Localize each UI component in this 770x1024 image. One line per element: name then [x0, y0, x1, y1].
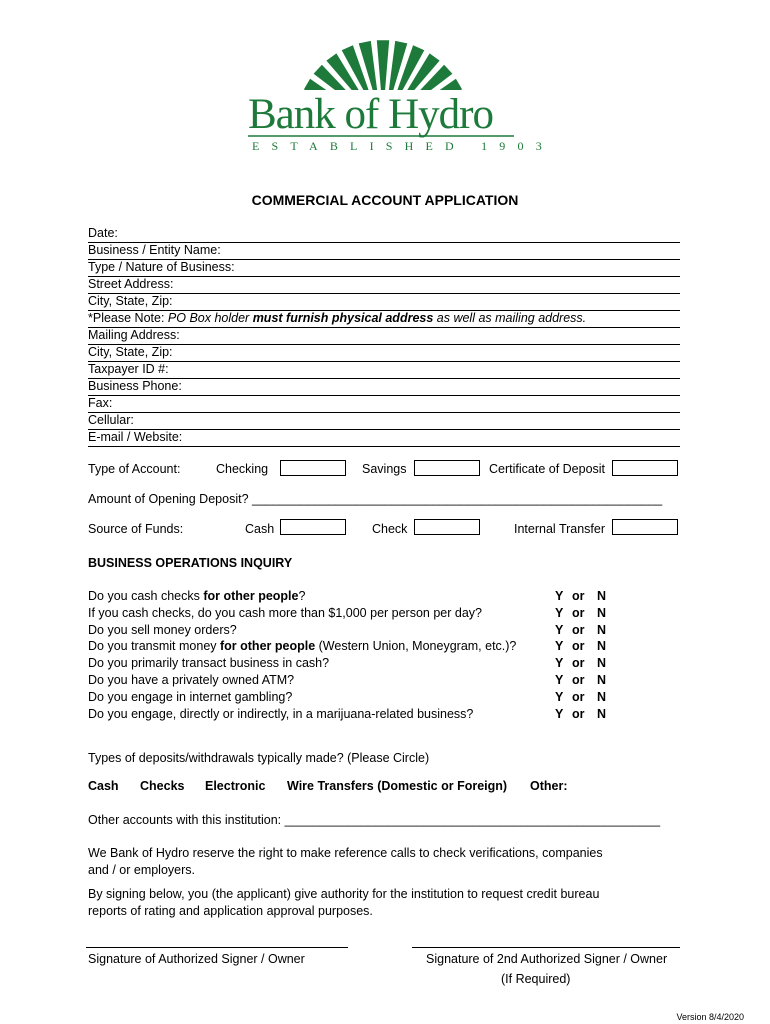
check-checkbox[interactable] [414, 519, 480, 535]
authority-text-line1: By signing below, you (the applicant) give authority for the institution to request credit bureau [88, 887, 600, 901]
inquiry-question: Do you have a privately owned ATM? [88, 673, 295, 687]
or-text: or [572, 622, 585, 637]
inquiry-heading: BUSINESS OPERATIONS INQUIRY [88, 556, 293, 570]
or-text: or [572, 656, 585, 671]
yes-option[interactable]: Y [555, 673, 564, 687]
or-text: or [572, 639, 585, 654]
source-funds-label: Source of Funds: [88, 522, 184, 536]
check-label: Check [372, 522, 408, 536]
field-label: City, State, Zip: [88, 294, 173, 308]
checking-checkbox[interactable] [280, 460, 346, 476]
signature1-line[interactable] [86, 947, 348, 948]
cd-checkbox[interactable] [612, 460, 678, 476]
field-label: Fax: [88, 396, 113, 410]
no-option[interactable]: N [597, 706, 607, 721]
cash-label: Cash [245, 522, 275, 536]
deposit-option-other[interactable]: Other: [530, 779, 568, 793]
authority-text-line2: reports of rating and application approval purposes. [88, 904, 373, 918]
no-option[interactable]: N [597, 589, 607, 603]
no-option[interactable]: N [597, 639, 607, 654]
inquiry-question: If you cash checks, do you cash more than $1,000 per person per day? [88, 605, 482, 620]
field-label: Business / Entity Name: [88, 243, 221, 257]
business-phone-field[interactable] [88, 379, 680, 396]
no-option[interactable]: N [597, 622, 607, 637]
signature1-label: Signature of Authorized Signer / Owner [88, 952, 305, 966]
inquiry-question: Do you cash checks for other people? [88, 589, 306, 603]
savings-label: Savings [362, 462, 407, 476]
reference-text-line2: and / or employers. [88, 863, 195, 877]
no-option[interactable]: N [597, 673, 607, 687]
or-text: or [572, 589, 585, 603]
or-text: or [572, 605, 585, 620]
no-option[interactable]: N [597, 605, 607, 620]
other-accounts-field[interactable]: Other accounts with this institution: ______________________________________________________ [88, 813, 661, 827]
savings-checkbox[interactable] [414, 460, 480, 476]
version-text: Version 8/4/2020 [676, 1012, 744, 1022]
internal-transfer-label: Internal Transfer [514, 522, 606, 536]
field-label: Cellular: [88, 413, 134, 427]
inquiry-question: Do you engage in internet gambling? [88, 689, 293, 704]
reference-text-line1: We Bank of Hydro reserve the right to make reference calls to check verifications, companies [88, 846, 603, 860]
field-label: City, State, Zip: [88, 345, 173, 359]
no-option[interactable]: N [597, 689, 607, 704]
field-label: Mailing Address: [88, 328, 180, 342]
email-website-field[interactable] [88, 430, 680, 447]
account-type-label: Type of Account: [88, 462, 181, 476]
city-state-zip-field[interactable] [88, 294, 680, 311]
deposit-option-checks[interactable]: Checks [140, 779, 185, 793]
checking-label: Checking [216, 462, 269, 476]
inquiry-question: Do you transmit money for other people (Western Union, Moneygram, etc.)? [88, 639, 517, 654]
logo-established: ESTABLISHED 1903 [252, 139, 554, 153]
deposit-option-cash[interactable]: Cash [88, 779, 119, 793]
taxpayer-id-field[interactable] [88, 362, 680, 379]
yes-option[interactable]: Y [555, 689, 564, 704]
or-text: or [572, 689, 585, 704]
yes-option[interactable]: Y [555, 639, 564, 654]
cellular-field[interactable] [88, 413, 680, 430]
cd-label: Certificate of Deposit [489, 462, 606, 476]
field-label: Business Phone: [88, 379, 182, 393]
po-box-note: *Please Note: PO Box holder must furnish physical address as well as mailing address. [88, 311, 680, 328]
signature2-note: (If Required) [501, 972, 571, 986]
page-title: COMMERCIAL ACCOUNT APPLICATION [251, 192, 519, 208]
fax-field[interactable] [88, 396, 680, 413]
business-name-field[interactable] [88, 243, 680, 260]
field-label: Type / Nature of Business: [88, 260, 235, 274]
or-text: or [572, 673, 585, 687]
yes-option[interactable]: Y [555, 605, 564, 620]
inquiry-question: Do you engage, directly or indirectly, in a marijuana-related business? [88, 706, 474, 721]
no-option[interactable]: N [597, 656, 607, 671]
street-address-field[interactable] [88, 277, 680, 294]
deposit-option-wire[interactable]: Wire Transfers (Domestic or Foreign) [287, 779, 508, 793]
signature2-label: Signature of 2nd Authorized Signer / Owner [426, 952, 668, 966]
deposit-types-question: Types of deposits/withdrawals typically made? (Please Circle) [88, 751, 430, 765]
logo-bank-name: Bank of Hydro [248, 91, 493, 138]
yes-option[interactable]: Y [555, 656, 564, 671]
deposit-option-electronic[interactable]: Electronic [205, 779, 266, 793]
cash-checkbox[interactable] [280, 519, 346, 535]
inquiry-question: Do you primarily transact business in cash? [88, 656, 330, 671]
field-label: Date: [88, 226, 118, 240]
opening-deposit-field[interactable]: Amount of Opening Deposit? ___________________________________________________________ [88, 492, 663, 506]
or-text: or [572, 706, 585, 721]
mailing-city-state-zip-field[interactable] [88, 345, 680, 362]
field-label: Street Address: [88, 277, 174, 291]
yes-option[interactable]: Y [555, 706, 564, 721]
field-label: Taxpayer ID #: [88, 362, 169, 376]
yes-option[interactable]: Y [555, 589, 564, 603]
field-label: E-mail / Website: [88, 430, 183, 444]
date-field[interactable] [88, 226, 680, 243]
signature2-line[interactable] [412, 947, 680, 948]
mailing-address-field[interactable] [88, 328, 680, 345]
inquiry-question: Do you sell money orders? [88, 622, 237, 637]
yes-option[interactable]: Y [555, 622, 564, 637]
business-type-field[interactable] [88, 260, 680, 277]
internal-transfer-checkbox[interactable] [612, 519, 678, 535]
